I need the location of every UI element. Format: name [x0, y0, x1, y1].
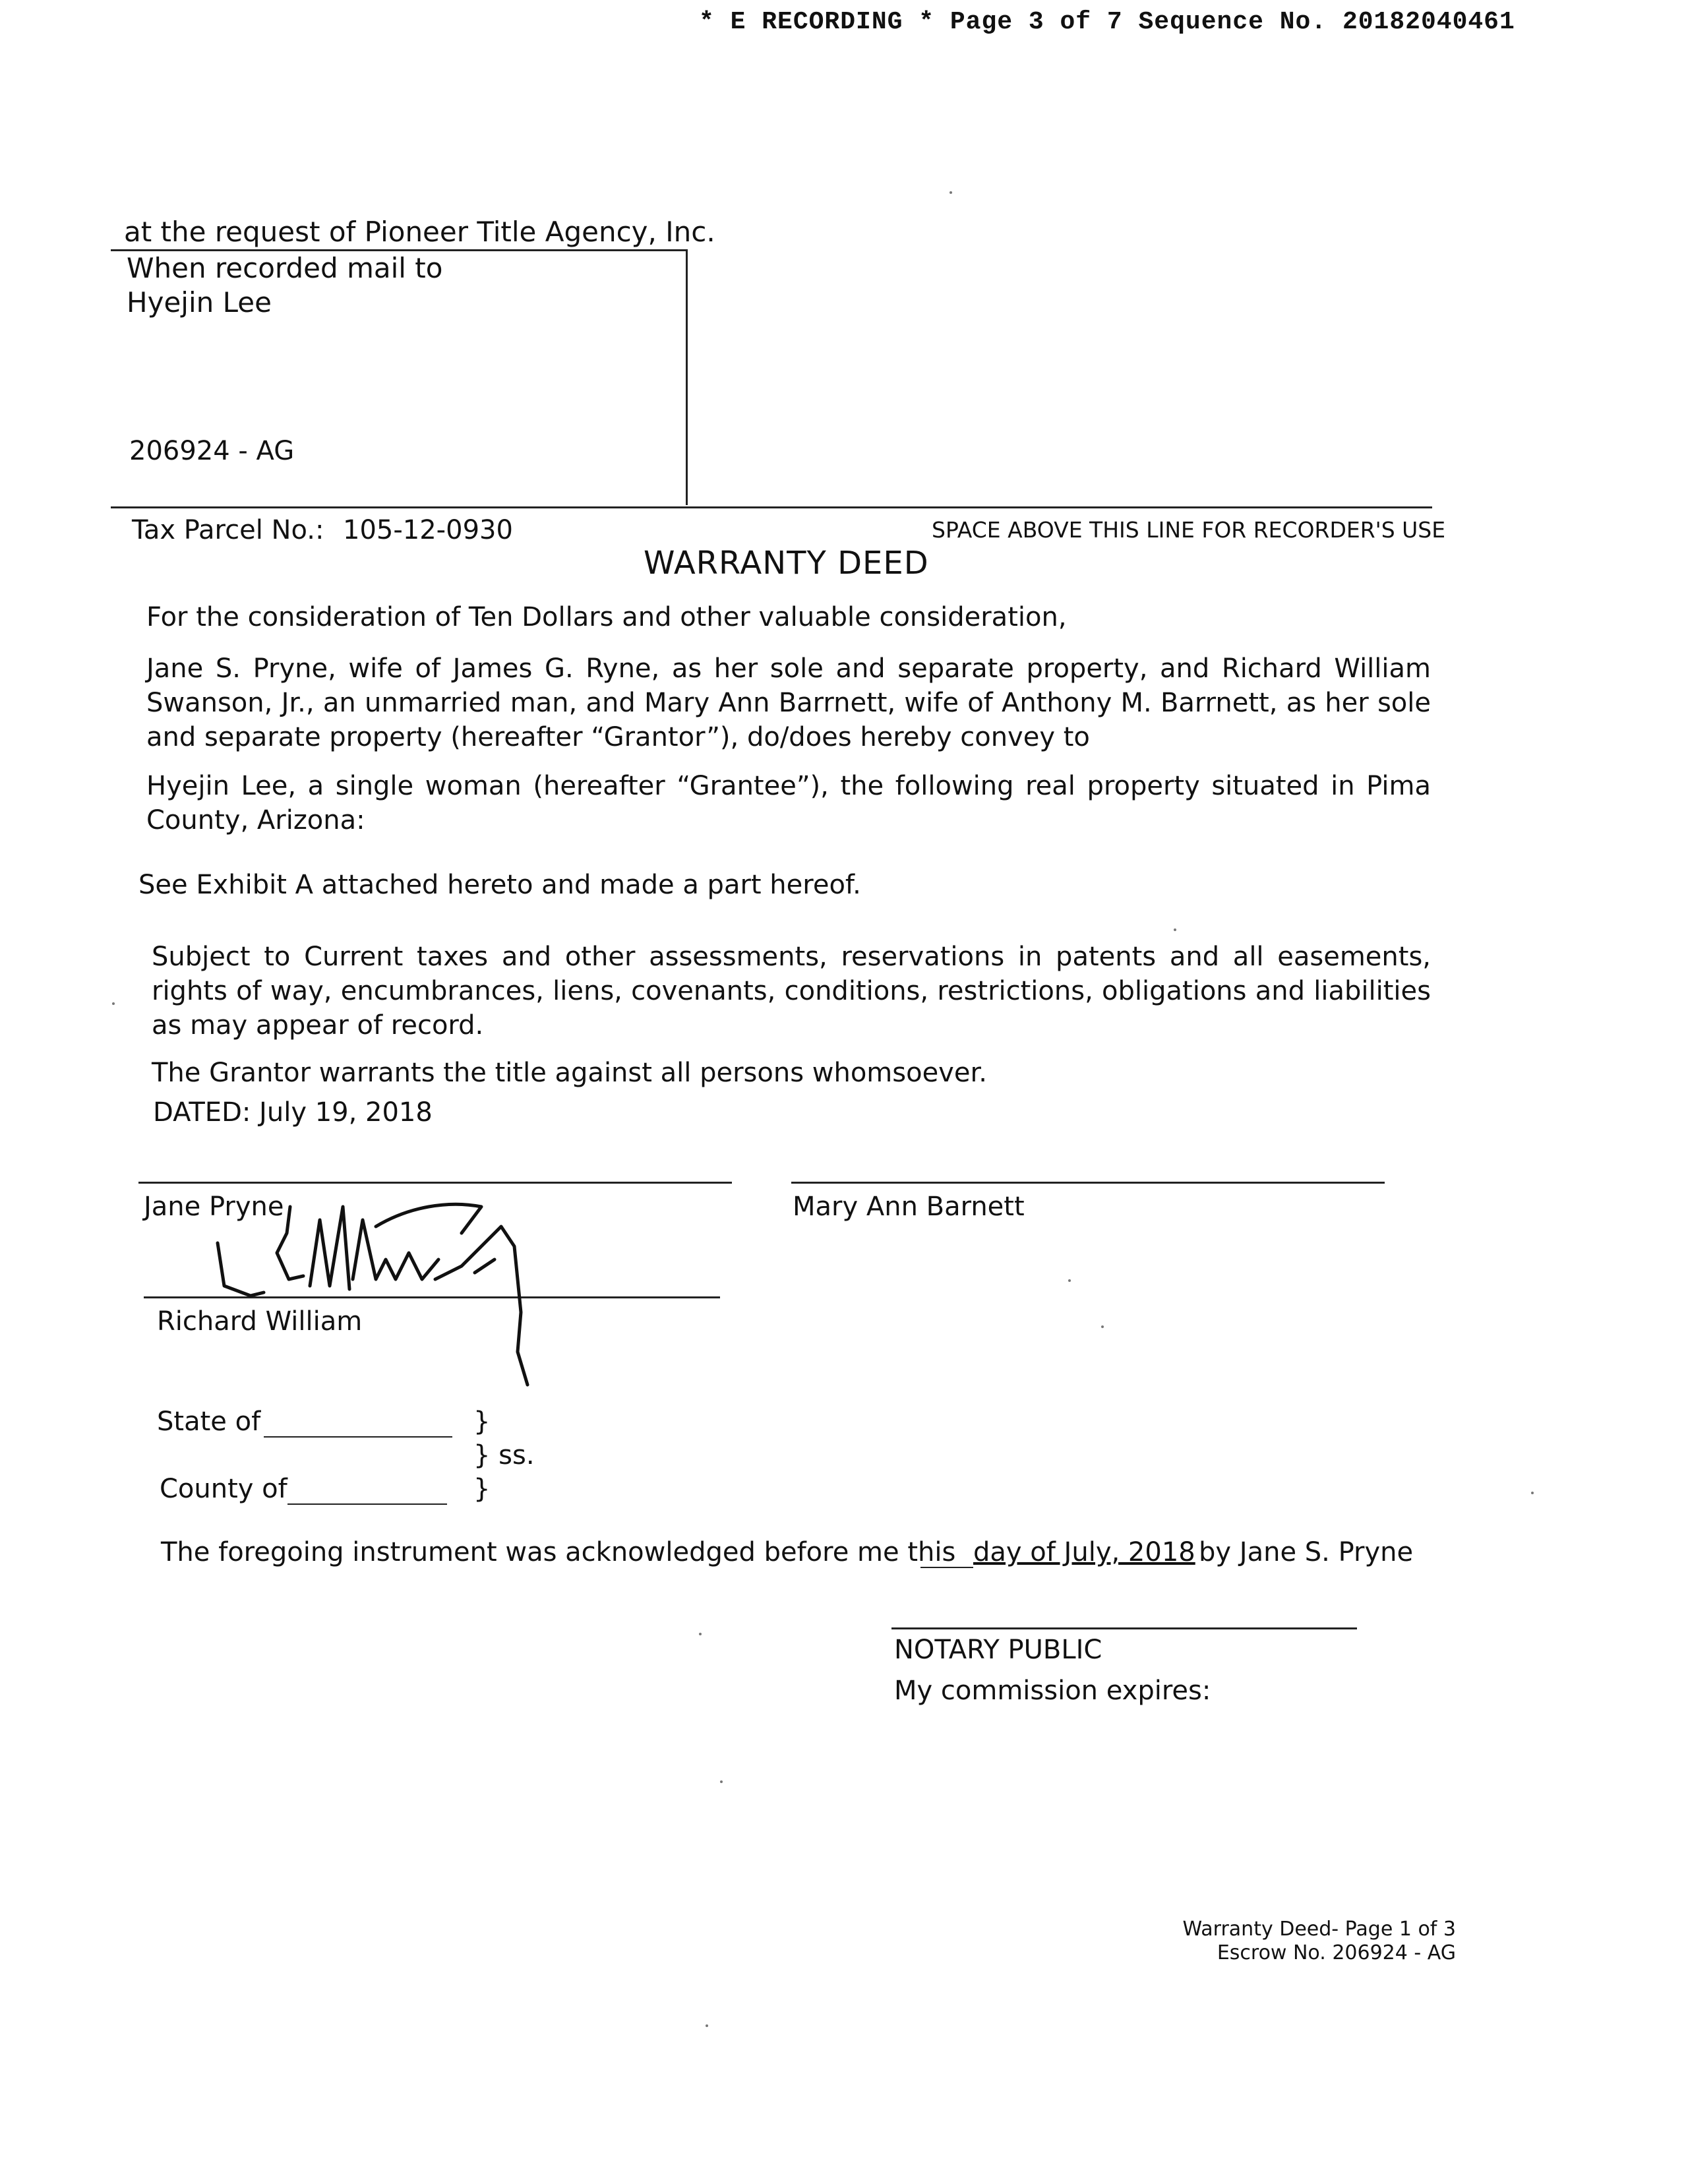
county-label: County of: [160, 1474, 287, 1504]
acknowledgment-day-blank[interactable]: [920, 1567, 973, 1568]
mail-to-label: When recorded mail to: [127, 252, 443, 284]
state-label: State of: [157, 1407, 261, 1437]
notary-signature-line: [891, 1627, 1357, 1629]
signature-line-2: [791, 1182, 1385, 1184]
scan-speck: [699, 1633, 702, 1635]
tax-parcel-number: 105-12-0930: [343, 515, 513, 545]
notary-title: NOTARY PUBLIC: [894, 1635, 1102, 1665]
scan-speck: [720, 1780, 723, 1783]
scan-speck: [1101, 1325, 1104, 1328]
dated-line: DATED: July 19, 2018: [153, 1097, 433, 1128]
recording-box-top-border: [111, 249, 687, 251]
acknowledgment-date: day of July, 2018: [973, 1537, 1195, 1567]
consideration-line: For the consideration of Ten Dollars and other valuable consideration,: [146, 602, 1067, 632]
subject-to-paragraph: Subject to Current taxes and other assessments, reservations in patents and all easements, rights of way, encumbrances, liens, covenants, conditions, restrictions, obligations and liabilities as may appear of record.: [152, 942, 1431, 1041]
grantee-paragraph: Hyejin Lee, a single woman (hereafter “Grantee”), the following real property situated in Pima County, Arizona:: [146, 771, 1431, 835]
recorder-notice: SPACE ABOVE THIS LINE FOR RECORDER'S USE: [932, 517, 1446, 543]
tax-parcel-label: Tax Parcel No.:: [132, 515, 324, 545]
signer-2-name: Mary Ann Barnett: [793, 1192, 1025, 1222]
scan-speck: [950, 191, 952, 194]
handwritten-signature: [211, 1180, 633, 1391]
signer-3-name: Richard William: [157, 1306, 363, 1337]
scan-speck: [112, 1002, 115, 1005]
escrow-reference: 206924 - AG: [129, 436, 295, 466]
venue-brace-bottom: }: [473, 1474, 491, 1504]
acknowledgment-suffix: by Jane S. Pryne: [1199, 1537, 1414, 1567]
acknowledgment-prefix: The foregoing instrument was acknowledged before me this: [161, 1537, 956, 1567]
scan-speck: [706, 2024, 708, 2027]
document-title: WARRANTY DEED: [644, 545, 929, 582]
notary-commission: My commission expires:: [894, 1676, 1211, 1706]
recorder-space-line: [111, 506, 1432, 508]
venue-ss: } ss.: [473, 1440, 535, 1471]
recording-box-right-border: [686, 249, 688, 505]
venue-brace-top: }: [473, 1407, 491, 1437]
scan-speck: [1531, 1492, 1534, 1494]
scan-speck: [1068, 1279, 1071, 1282]
county-blank[interactable]: [287, 1503, 447, 1505]
state-blank[interactable]: [264, 1436, 452, 1438]
grantor-paragraph: Jane S. Pryne, wife of James G. Ryne, as her sole and separate property, and Richard William Swanson, Jr., an unmarried man, and Mary Ann Barrnett, wife of Anthony M. Barrnett, as her sole and separate property (hereafter “Grantor”), do/does hereby convey to: [146, 653, 1431, 752]
footer-page-line: Warranty Deed- Page 1 of 3: [1182, 1918, 1456, 1941]
warranty-line: The Grantor warrants the title against all persons whomsoever.: [152, 1058, 987, 1088]
recording-header: * E RECORDING * Page 3 of 7 Sequence No. 20182040461: [699, 8, 1515, 36]
scan-speck: [1174, 928, 1176, 931]
exhibit-reference: See Exhibit A attached hereto and made a part hereof.: [138, 870, 861, 900]
signer-1-name: Jane Pryne: [144, 1192, 284, 1222]
footer-escrow-line: Escrow No. 206924 - AG: [1217, 1941, 1456, 1964]
recording-request-line: at the request of Pioneer Title Agency, Inc.: [124, 216, 715, 248]
mail-to-name: Hyejin Lee: [127, 286, 272, 318]
